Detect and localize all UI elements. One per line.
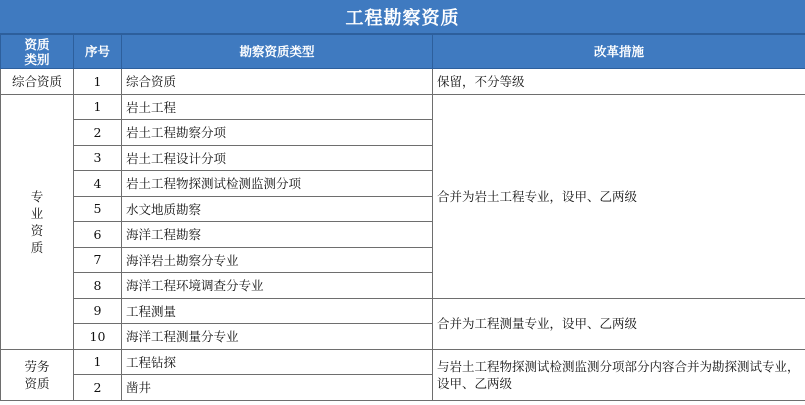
header-measure: 改革措施 <box>433 35 805 69</box>
row-no: 1 <box>74 69 122 95</box>
category-comprehensive: 综合资质 <box>1 69 74 95</box>
row-type: 岩土工程 <box>122 94 433 120</box>
header-no: 序号 <box>74 35 122 69</box>
row-type: 海洋岩土勘察分专业 <box>122 247 433 273</box>
row-type: 岩土工程物探测试检测监测分项 <box>122 171 433 197</box>
row-no: 3 <box>74 145 122 171</box>
measure-comprehensive: 保留，不分等级 <box>433 69 805 95</box>
header-category: 资质 类别 <box>1 35 74 69</box>
table-row <box>1 94 805 120</box>
row-no: 8 <box>74 273 122 299</box>
row-no: 2 <box>74 375 122 401</box>
table-row <box>1 69 805 95</box>
row-type: 综合资质 <box>122 69 433 95</box>
category-professional: 专 业 资 质 <box>1 94 74 349</box>
header-row <box>1 35 805 69</box>
row-type: 岩土工程设计分项 <box>122 145 433 171</box>
row-type: 海洋工程环境调查分专业 <box>122 273 433 299</box>
row-no: 2 <box>74 120 122 146</box>
header-type: 勘察资质类型 <box>122 35 433 69</box>
sheet-title: 工程勘察资质 <box>0 0 805 34</box>
table-row <box>1 298 805 324</box>
category-labor: 劳务 资质 <box>1 349 74 400</box>
row-type: 海洋工程测量分专业 <box>122 324 433 350</box>
row-no: 7 <box>74 247 122 273</box>
measure-surveying: 合并为工程测量专业，设甲、乙两级 <box>433 298 805 349</box>
measure-geotechnical: 合并为岩土工程专业，设甲、乙两级 <box>433 94 805 298</box>
qualification-table <box>0 34 805 401</box>
table-row <box>1 349 805 375</box>
row-type: 工程测量 <box>122 298 433 324</box>
row-no: 1 <box>74 349 122 375</box>
measure-labor: 与岩土工程物探测试检测监测分项部分内容合并为勘探测试专业，设甲、乙两级 <box>433 349 805 400</box>
row-no: 10 <box>74 324 122 350</box>
row-type: 岩土工程勘察分项 <box>122 120 433 146</box>
row-no: 6 <box>74 222 122 248</box>
row-type: 凿井 <box>122 375 433 401</box>
row-type: 水文地质勘察 <box>122 196 433 222</box>
row-type: 海洋工程勘察 <box>122 222 433 248</box>
row-no: 9 <box>74 298 122 324</box>
row-type: 工程钻探 <box>122 349 433 375</box>
row-no: 1 <box>74 94 122 120</box>
row-no: 4 <box>74 171 122 197</box>
row-no: 5 <box>74 196 122 222</box>
